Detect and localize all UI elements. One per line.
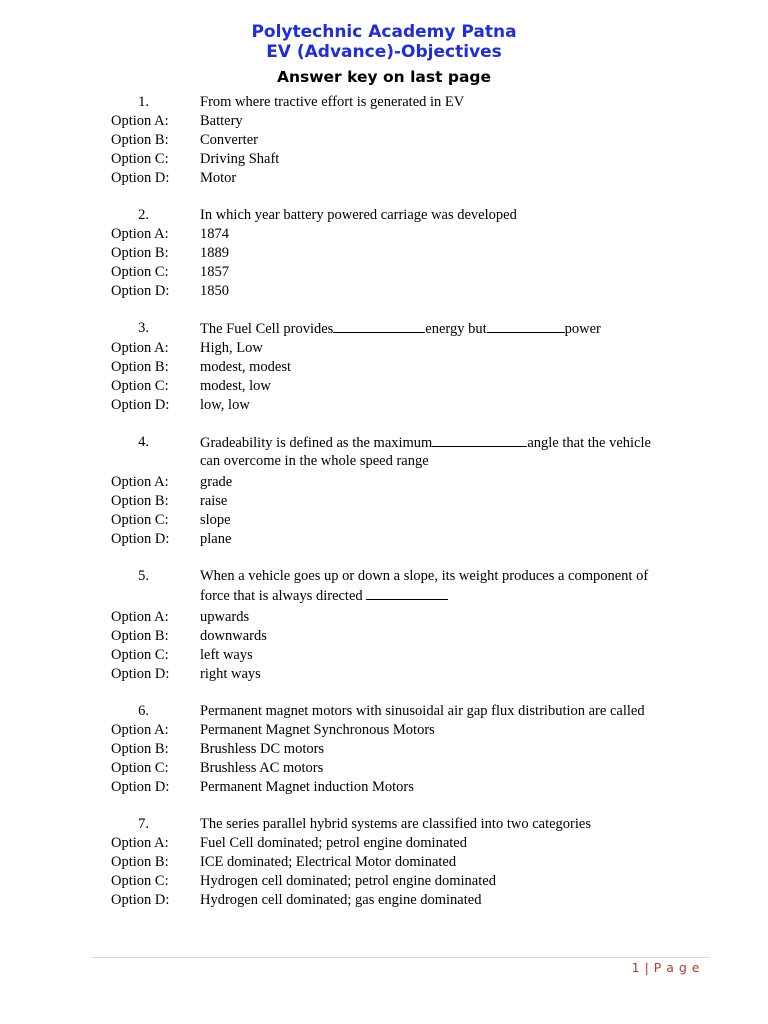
option-label: Option D:	[111, 170, 170, 186]
option-label: Option B:	[111, 741, 169, 757]
document-subtitle: EV (Advance)-Objectives	[266, 42, 502, 62]
question-number: 2.	[138, 207, 149, 223]
option-label: Option B:	[111, 493, 169, 509]
option-label: Option A:	[111, 474, 169, 490]
question-text-part: angle that the vehicle	[527, 435, 651, 451]
option-text: ICE dominated; Electrical Motor dominated	[200, 854, 457, 870]
question-1	[0, 93, 768, 188]
answer-blank	[487, 319, 565, 333]
question-text: From where tractive effort is generated in EV	[200, 94, 465, 110]
question-text-part: energy but	[425, 321, 487, 337]
option-label: Option C:	[111, 647, 169, 663]
option-label: Option D:	[111, 666, 170, 682]
option-label: Option C:	[111, 512, 169, 528]
option-text: Permanent Magnet Synchronous Motors	[200, 722, 435, 738]
option-label: Option A:	[111, 722, 169, 738]
option-label: Option B:	[111, 854, 169, 870]
question-3	[0, 319, 768, 415]
option-text: right ways	[200, 666, 261, 682]
option-label: Option C:	[111, 760, 169, 776]
question-text: Permanent magnet motors with sinusoidal air gap flux distribution are called	[200, 703, 645, 719]
option-label: Option D:	[111, 779, 170, 795]
page-number: 1 | P a g e	[631, 960, 700, 975]
option-text: High, Low	[200, 340, 263, 356]
option-text: grade	[200, 474, 233, 490]
question-text-part: Gradeability is defined as the maximum	[200, 435, 433, 451]
option-label: Option D:	[111, 892, 170, 908]
question-text: When a vehicle goes up or down a slope, its weight produces a component of	[200, 568, 649, 584]
option-label: Option C:	[111, 378, 169, 394]
option-label: Option B:	[111, 132, 169, 148]
question-number: 6.	[138, 703, 149, 719]
question-4	[0, 433, 768, 549]
question-number: 5.	[138, 568, 149, 584]
option-text: 1889	[200, 245, 229, 261]
question-5	[0, 567, 768, 684]
option-text: Permanent Magnet induction Motors	[200, 779, 414, 795]
question-text-part: power	[564, 321, 601, 337]
option-label: Option B:	[111, 359, 169, 375]
option-text: Hydrogen cell dominated; gas engine dominated	[200, 892, 482, 908]
question-7	[0, 815, 768, 910]
option-text: raise	[200, 493, 228, 509]
question-text	[200, 319, 680, 339]
option-label: Option A:	[111, 226, 169, 242]
question-text: In which year battery powered carriage was developed	[200, 207, 517, 223]
option-label: Option A:	[111, 609, 169, 625]
footer-divider	[91, 957, 710, 958]
question-text: The series parallel hybrid systems are classified into two categories	[200, 816, 591, 832]
question-number: 4.	[138, 434, 149, 450]
question-text-continued: can overcome in the whole speed range	[200, 453, 429, 469]
question-number: 7.	[138, 816, 149, 832]
option-text: 1874	[200, 226, 229, 242]
option-label: Option C:	[111, 151, 169, 167]
option-text: Brushless DC motors	[200, 741, 325, 757]
option-text: modest, low	[200, 378, 271, 394]
option-label: Option C:	[111, 264, 169, 280]
answer-blank	[333, 319, 425, 333]
option-text: Brushless AC motors	[200, 760, 324, 776]
option-text: 1857	[200, 264, 229, 280]
option-text: Fuel Cell dominated; petrol engine dominated	[200, 835, 467, 851]
label-spacer	[0, 453, 200, 470]
option-text: Hydrogen cell dominated; petrol engine dominated	[200, 873, 496, 889]
option-text: low, low	[200, 397, 250, 413]
label-spacer	[0, 586, 200, 605]
option-text: Driving Shaft	[200, 151, 280, 167]
option-label: Option C:	[111, 873, 169, 889]
question-number: 1.	[138, 94, 149, 110]
option-label: Option B:	[111, 628, 169, 644]
option-label: Option D:	[111, 397, 170, 413]
answer-key-note: Answer key on last page	[276, 68, 492, 86]
option-text: Motor	[200, 170, 237, 186]
option-text: upwards	[200, 609, 250, 625]
option-label: Option D:	[111, 283, 170, 299]
answer-blank	[432, 433, 527, 447]
option-text: plane	[200, 531, 232, 547]
option-label: Option A:	[111, 113, 169, 129]
option-text: slope	[200, 512, 231, 528]
option-label: Option D:	[111, 531, 170, 547]
option-label: Option B:	[111, 245, 169, 261]
option-text: downwards	[200, 628, 267, 644]
question-text-continued	[200, 586, 680, 605]
school-title: Polytechnic Academy Patna	[251, 22, 517, 42]
option-label: Option A:	[111, 340, 169, 356]
option-text: Battery	[200, 113, 243, 129]
question-text-part: The Fuel Cell provides	[200, 321, 334, 337]
option-text: 1850	[200, 283, 229, 299]
question-2	[0, 206, 768, 301]
question-list	[0, 93, 768, 928]
option-text: Converter	[200, 132, 258, 148]
option-label: Option A:	[111, 835, 169, 851]
question-text	[200, 433, 680, 453]
option-text: left ways	[200, 647, 253, 663]
question-number: 3.	[138, 320, 149, 336]
option-text: modest, modest	[200, 359, 292, 375]
question-text-part: force that is always directed	[200, 588, 363, 604]
question-6	[0, 702, 768, 797]
answer-blank	[366, 586, 448, 600]
